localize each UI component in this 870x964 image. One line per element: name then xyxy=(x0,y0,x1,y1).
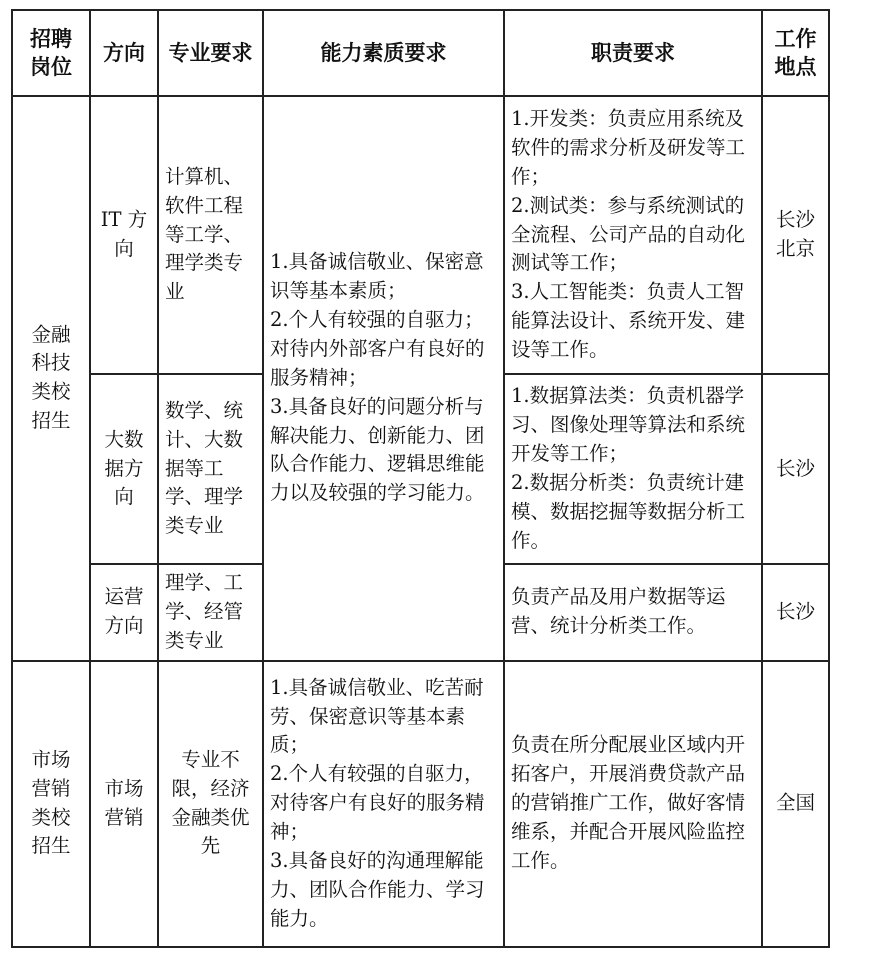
major-operations: 理学、工学、经管类专业 xyxy=(158,564,263,661)
post-fintech: 金融 科技 类校 招生 xyxy=(12,96,90,661)
location-it: 长沙 北京 xyxy=(762,96,829,374)
ability-marketing: 1.具备诚信敬业、吃苦耐劳、保密意识等基本素质； 2.个人有较强的自驱力，对待客户有良好的服务精神； 3.具备良好的沟通理解能力、团队合作能力、学习能力。 xyxy=(263,661,504,947)
duty-marketing: 负责在所分配展业区域内开拓客户，开展消费贷款产品的营销推广工作，做好客情维系，并配合开展风险监控工作。 xyxy=(504,661,762,947)
table-row xyxy=(12,96,829,374)
header-post: 招聘 岗位 xyxy=(12,10,90,96)
ability-fintech: 1.具备诚信敬业、保密意识等基本素质； 2.个人有较强的自驱力；对待内外部客户有良好的服务精神； 3.具备良好的问题分析与解决能力、创新能力、团队合作能力、逻辑思维能力以及较强的学习能力。 xyxy=(263,96,504,661)
header-ability: 能力素质要求 xyxy=(263,10,504,96)
header-direction: 方向 xyxy=(90,10,158,96)
direction-marketing: 市场 营销 xyxy=(90,661,158,947)
duty-it: 1.开发类：负责应用系统及软件的需求分析及研发等工作； 2.测试类：参与系统测试的全流程、公司产品的自动化测试等工作； 3.人工智能类：负责人工智能算法设计、系统开发、建设等工作。 xyxy=(504,96,762,374)
duty-bigdata: 1.数据算法类：负责机器学习、图像处理等算法和系统开发等工作； 2.数据分析类：负责统计建模、数据挖掘等数据分析工作。 xyxy=(504,374,762,564)
header-row xyxy=(12,10,829,96)
recruitment-table-container xyxy=(11,9,830,948)
post-marketing: 市场 营销 类校 招生 xyxy=(12,661,90,947)
direction-it: IT 方 向 xyxy=(90,96,158,374)
recruitment-table xyxy=(11,9,830,948)
location-operations: 长沙 xyxy=(762,564,829,661)
location-marketing: 全国 xyxy=(762,661,829,947)
header-duty: 职责要求 xyxy=(504,10,762,96)
direction-operations: 运营 方向 xyxy=(90,564,158,661)
header-location: 工作 地点 xyxy=(762,10,829,96)
major-marketing: 专业不限，经济金融类优先 xyxy=(158,661,263,947)
major-bigdata: 数学、统计、大数据等工学、理学类专业 xyxy=(158,374,263,564)
header-major: 专业要求 xyxy=(158,10,263,96)
major-it: 计算机、软件工程等工学、理学类专业 xyxy=(158,96,263,374)
direction-bigdata: 大数 据方 向 xyxy=(90,374,158,564)
location-bigdata: 长沙 xyxy=(762,374,829,564)
duty-operations: 负责产品及用户数据等运营、统计分析类工作。 xyxy=(504,564,762,661)
table-row xyxy=(12,661,829,947)
